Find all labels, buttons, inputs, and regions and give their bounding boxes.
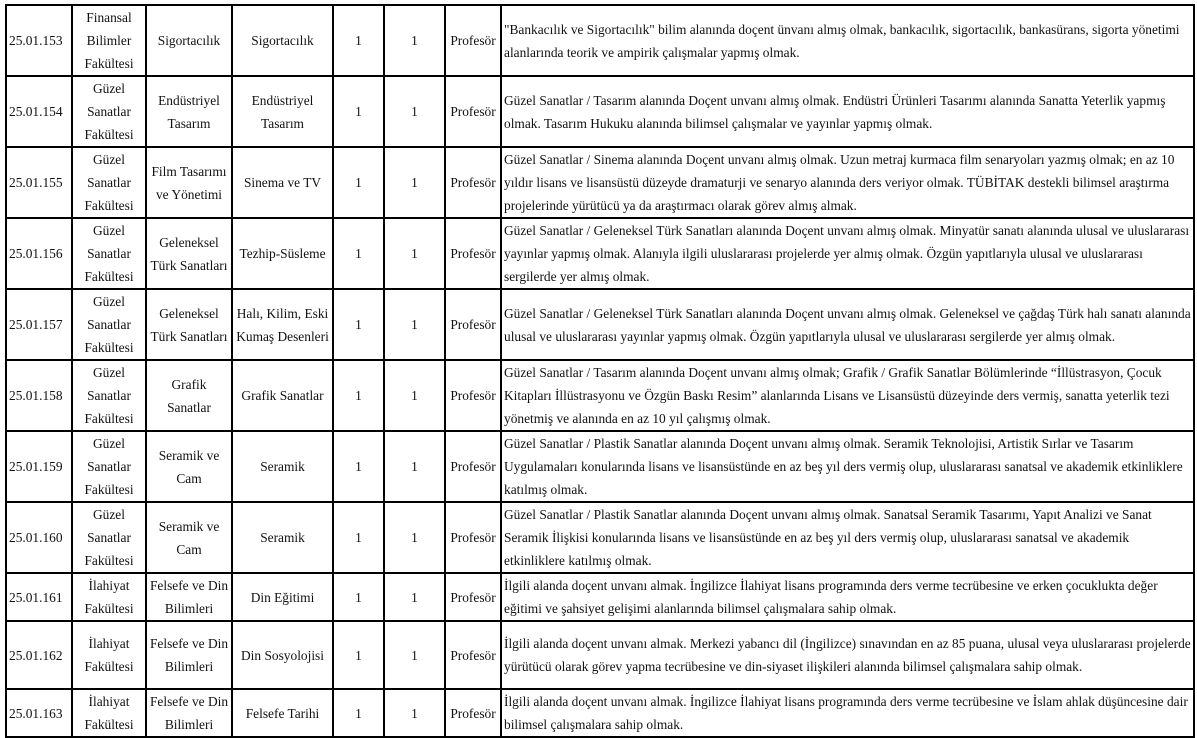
subfield-cell: Halı, Kilim, Eski Kumaş Desenleri — [232, 289, 333, 360]
count-b-cell: 1 — [384, 289, 445, 360]
title-cell: Profesör — [445, 502, 501, 573]
faculty-cell: Güzel Sanatlar Fakültesi — [72, 218, 146, 289]
department-cell: Film Tasarımı ve Yönetimi — [146, 147, 232, 218]
department-cell: Felsefe ve Din Bilimleri — [146, 689, 232, 737]
position-code: 25.01.157 — [6, 289, 72, 360]
faculty-cell: Güzel Sanatlar Fakültesi — [72, 289, 146, 360]
faculty-cell: İlahiyat Fakültesi — [72, 621, 146, 689]
position-code: 25.01.154 — [6, 76, 72, 147]
faculty-cell: Güzel Sanatlar Fakültesi — [72, 147, 146, 218]
subfield-cell: Endüstriyel Tasarım — [232, 76, 333, 147]
count-a-cell: 1 — [333, 147, 384, 218]
table-row — [6, 689, 1194, 737]
count-b-cell: 1 — [384, 431, 445, 502]
table-row — [6, 147, 1194, 218]
department-cell: Grafik Sanatlar — [146, 360, 232, 431]
subfield-cell: Sigortacılık — [232, 5, 333, 76]
department-cell: Geleneksel Türk Sanatları — [146, 289, 232, 360]
table-row — [6, 502, 1194, 573]
count-b-cell: 1 — [384, 76, 445, 147]
count-b-cell: 1 — [384, 502, 445, 573]
subfield-cell: Seramik — [232, 431, 333, 502]
count-a-cell: 1 — [333, 502, 384, 573]
requirements-cell: "Bankacılık ve Sigortacılık" bilim alanında doçent ünvanı almış olmak, bankacılık, sigortacılık, bankasürans, sigorta yönetimi alanlarında teorik ve ampirik çalışmalar yapmış olmak. — [501, 5, 1194, 76]
count-b-cell: 1 — [384, 5, 445, 76]
requirements-cell: İlgili alanda doçent unvanı almak. Merkezi yabancı dil (İngilizce) sınavından en az 85 puana, ulusal veya uluslararası projelerde yürütücü olarak görev yapma tecrübesine ve din-siyaset ilişkileri alanında bilimsel çalışmalara sahip olmak. — [501, 621, 1194, 689]
title-cell: Profesör — [445, 573, 501, 621]
title-cell: Profesör — [445, 76, 501, 147]
subfield-cell: Din Eğitimi — [232, 573, 333, 621]
requirements-cell: İlgili alanda doçent unvanı almak. İngilizce İlahiyat lisans programında ders verme tecrübesine ve İslam ahlak düşüncesine dair bilimsel çalışmalara sahip olmak. — [501, 689, 1194, 737]
count-a-cell: 1 — [333, 5, 384, 76]
requirements-cell: Güzel Sanatlar / Geleneksel Türk Sanatları alanında Doçent unvanı almış olmak. Minyatür sanatı alanında ulusal ve uluslararası yayınlar yapmış olmak. Alanıyla ilgili uluslararası projelerde yer almış olmak. Özgün yapıtlarıyla ulusal ve uluslararası sergilerde yer almış olmak. — [501, 218, 1194, 289]
faculty-cell: Güzel Sanatlar Fakültesi — [72, 360, 146, 431]
department-cell: Seramik ve Cam — [146, 502, 232, 573]
title-cell: Profesör — [445, 431, 501, 502]
count-b-cell: 1 — [384, 360, 445, 431]
requirements-cell: Güzel Sanatlar / Sinema alanında Doçent unvanı almış olmak. Uzun metraj kurmaca film senaryoları yazmış olmak; en az 10 yıldır lisans ve lisansüstü düzeyde dramaturji ve senaryo alanında ders veriyor olmak. TÜBİTAK destekli bilimsel araştırma projelerinde yürütücü ya da araştırmacı olarak görev almış almak. — [501, 147, 1194, 218]
department-cell: Seramik ve Cam — [146, 431, 232, 502]
requirements-cell: Güzel Sanatlar / Plastik Sanatlar alanında Doçent unvanı almış olmak. Sanatsal Seramik Tasarımı, Yapıt Analizi ve Sanat Seramik İlişkisi konularında lisans ve lisansüstünde en az beş yıl ders vermiş olup, uluslararası sanatsal ve akademik etkinliklere katılmış olmak. — [501, 502, 1194, 573]
count-b-cell: 1 — [384, 218, 445, 289]
count-b-cell: 1 — [384, 573, 445, 621]
academic-positions-table — [5, 4, 1195, 738]
position-code: 25.01.159 — [6, 431, 72, 502]
position-code: 25.01.160 — [6, 502, 72, 573]
department-cell: Felsefe ve Din Bilimleri — [146, 621, 232, 689]
faculty-cell: Güzel Sanatlar Fakültesi — [72, 431, 146, 502]
subfield-cell: Seramik — [232, 502, 333, 573]
department-cell: Geleneksel Türk Sanatları — [146, 218, 232, 289]
table-row — [6, 76, 1194, 147]
department-cell: Sigortacılık — [146, 5, 232, 76]
faculty-cell: Güzel Sanatlar Fakültesi — [72, 76, 146, 147]
subfield-cell: Felsefe Tarihi — [232, 689, 333, 737]
subfield-cell: Grafik Sanatlar — [232, 360, 333, 431]
faculty-cell: İlahiyat Fakültesi — [72, 573, 146, 621]
count-a-cell: 1 — [333, 218, 384, 289]
subfield-cell: Sinema ve TV — [232, 147, 333, 218]
position-code: 25.01.155 — [6, 147, 72, 218]
requirements-cell: Güzel Sanatlar / Tasarım alanında Doçent unvanı almış olmak. Endüstri Ürünleri Tasarımı alanında Sanatta Yeterlik yapmış olmak. Tasarım Hukuku alanında bilimsel çalışmalar ve yayınlar yapmış olmak. — [501, 76, 1194, 147]
count-a-cell: 1 — [333, 689, 384, 737]
count-a-cell: 1 — [333, 76, 384, 147]
department-cell: Felsefe ve Din Bilimleri — [146, 573, 232, 621]
position-code: 25.01.156 — [6, 218, 72, 289]
table-row — [6, 573, 1194, 621]
table-row — [6, 621, 1194, 689]
title-cell: Profesör — [445, 147, 501, 218]
requirements-cell: Güzel Sanatlar / Plastik Sanatlar alanında Doçent unvanı almış olmak. Seramik Teknolojisi, Artistik Sırlar ve Tasarım Uygulamaları konularında lisans ve lisansüstünde en az beş yıl ders vermiş olup, uluslararası sanatsal ve akademik etkinliklere katılmış olmak. — [501, 431, 1194, 502]
title-cell: Profesör — [445, 621, 501, 689]
table-row — [6, 289, 1194, 360]
requirements-cell: İlgili alanda doçent unvanı almak. İngilizce İlahiyat lisans programında ders verme tecrübesine ve erken çocuklukta değer eğitimi ve şahsiyet gelişimi alanlarında bilimsel çalışmalara sahip olmak. — [501, 573, 1194, 621]
count-a-cell: 1 — [333, 621, 384, 689]
position-code: 25.01.163 — [6, 689, 72, 737]
title-cell: Profesör — [445, 689, 501, 737]
position-code: 25.01.158 — [6, 360, 72, 431]
position-code: 25.01.162 — [6, 621, 72, 689]
title-cell: Profesör — [445, 5, 501, 76]
subfield-cell: Tezhip-Süsleme — [232, 218, 333, 289]
count-a-cell: 1 — [333, 431, 384, 502]
table-row — [6, 360, 1194, 431]
faculty-cell: İlahiyat Fakültesi — [72, 689, 146, 737]
count-b-cell: 1 — [384, 147, 445, 218]
count-a-cell: 1 — [333, 360, 384, 431]
count-a-cell: 1 — [333, 289, 384, 360]
position-code: 25.01.153 — [6, 5, 72, 76]
table-row — [6, 431, 1194, 502]
count-b-cell: 1 — [384, 621, 445, 689]
department-cell: Endüstriyel Tasarım — [146, 76, 232, 147]
title-cell: Profesör — [445, 218, 501, 289]
title-cell: Profesör — [445, 289, 501, 360]
table-row — [6, 5, 1194, 76]
position-code: 25.01.161 — [6, 573, 72, 621]
faculty-cell: Finansal Bilimler Fakültesi — [72, 5, 146, 76]
subfield-cell: Din Sosyolojisi — [232, 621, 333, 689]
requirements-cell: Güzel Sanatlar / Geleneksel Türk Sanatları alanında Doçent unvanı almış olmak. Geleneksel ve çağdaş Türk halı sanatı alanında ulusal ve uluslararası yayınlar yapmış olmak. Özgün yapıtlarıyla ulusal ve uluslararası sergilerde yer almış olmak. — [501, 289, 1194, 360]
table-body — [6, 5, 1194, 737]
count-b-cell: 1 — [384, 689, 445, 737]
requirements-cell: Güzel Sanatlar / Tasarım alanında Doçent unvanı almış olmak; Grafik / Grafik Sanatlar Bölümlerinde “İllüstrasyon, Çocuk Kitapları İllüstrasyonu ve Özgün Baskı Resim” alanlarında Lisans ve Lisansüstü düzeyinde ders vermiş, sanatta yeterlik tezi yönetmiş ve alanında en az 10 yıl çalışmış olmak. — [501, 360, 1194, 431]
table-row — [6, 218, 1194, 289]
count-a-cell: 1 — [333, 573, 384, 621]
title-cell: Profesör — [445, 360, 501, 431]
faculty-cell: Güzel Sanatlar Fakültesi — [72, 502, 146, 573]
